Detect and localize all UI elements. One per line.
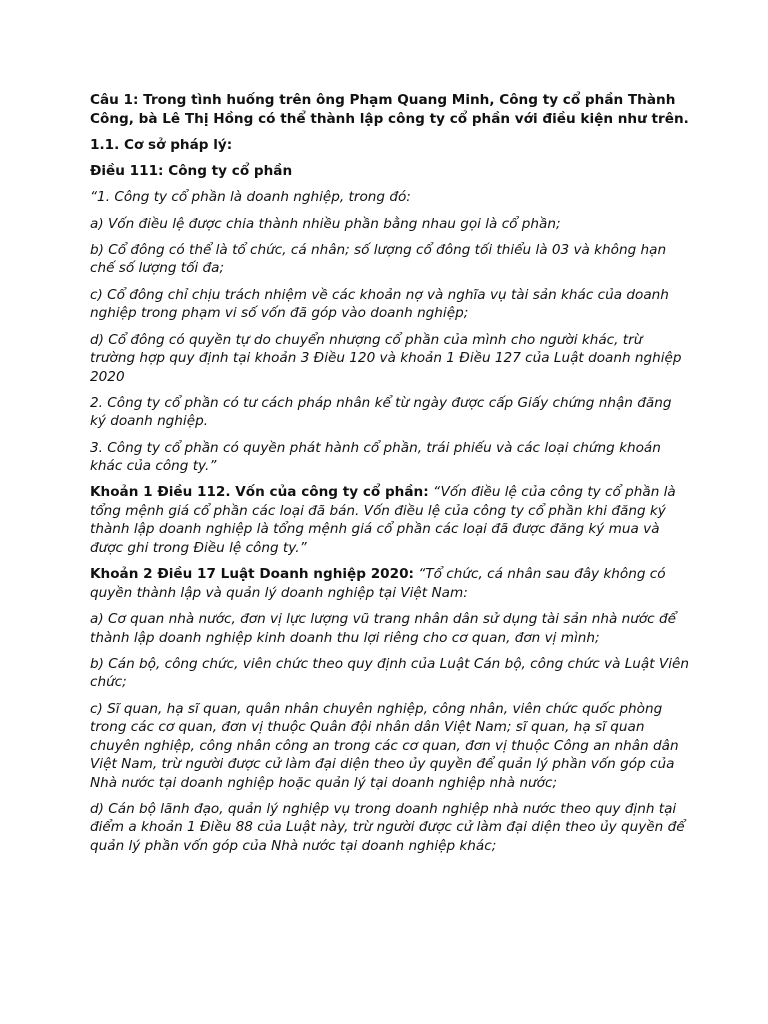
article-17-item: d) Cán bộ lãnh đạo, quản lý nghiệp vụ trong doanh nghiệp nhà nước theo quy định tại điểm a khoản 1 Điều 88 của Luật này, trừ người được cử làm đại diện theo ủy quyền để quản lý phần vốn góp của Nhà nước tại doanh nghiệp khác;: [90, 800, 685, 854]
article-112-label: Khoản 1 Điều 112. Vốn của công ty cổ phần:: [90, 484, 429, 501]
article-111-paragraph: c) Cổ đông chỉ chịu trách nhiệm về các khoản nợ và nghĩa vụ tài sản khác của doanh nghiệp trong phạm vi số vốn đã góp vào doanh nghiệp;: [90, 286, 669, 322]
article-17-text: “Tổ chức, cá nhân sau đây không có quyền thành lập và quản lý doanh nghiệp tại Việt Nam:: [90, 566, 666, 601]
article-17-item: a) Cơ quan nhà nước, đơn vị lực lượng vũ trang nhân dân sử dụng tài sản nhà nước để thành lập doanh nghiệp kinh doanh thu lợi riêng cho cơ quan, đơn vị mình;: [90, 611, 676, 646]
question-heading: Câu 1: Trong tình huống trên ông Phạm Quang Minh, Công ty cổ phần Thành Công, bà Lê Thị Hồng có thể thành lập công ty cổ phần với điều kiện như trên.: [90, 92, 689, 127]
document-page: [90, 91, 690, 863]
article-112-paragraph: [90, 483, 690, 557]
article-17-label: Khoản 2 Điều 17 Luật Doanh nghiệp 2020:: [90, 566, 414, 583]
section-heading: 1.1. Cơ sở pháp lý:: [90, 136, 233, 153]
article-111-paragraph: “1. Công ty cổ phần là doanh nghiệp, trong đó:: [90, 189, 411, 206]
article-111-paragraph: 3. Công ty cổ phần có quyền phát hành cổ phần, trái phiếu và các loại chứng khoán khác của công ty.”: [90, 439, 661, 475]
article-111-heading: Điều 111: Công ty cổ phần: [90, 163, 293, 180]
article-112-text: “Vốn điều lệ của công ty cổ phần là tổng mệnh giá cổ phần các loại đã bán. Vốn điều lệ của công ty cổ phần khi đăng ký thành lập doanh nghiệp là tổng mệnh giá cổ phần các loại đã được đăng ký mua và được ghi trong Điều lệ công ty.”: [90, 484, 676, 556]
article-17-paragraph: [90, 565, 690, 602]
article-111-paragraph: 2. Công ty cổ phần có tư cách pháp nhân kể từ ngày được cấp Giấy chứng nhận đăng ký doanh nghiệp.: [90, 394, 672, 430]
article-111-paragraph: d) Cổ đông có quyền tự do chuyển nhượng cổ phần của mình cho người khác, trừ trường hợp quy định tại khoản 3 Điều 120 và khoản 1 Điều 127 của Luật doanh nghiệp 2020: [90, 331, 682, 385]
article-111-paragraph: a) Vốn điều lệ được chia thành nhiều phần bằng nhau gọi là cổ phần;: [90, 215, 561, 232]
article-17-item: c) Sĩ quan, hạ sĩ quan, quân nhân chuyên nghiệp, công nhân, viên chức quốc phòng trong các cơ quan, đơn vị thuộc Quân đội nhân dân Việt Nam; sĩ quan, hạ sĩ quan chuyên nghiệp, công nhân công an trong các cơ quan, đơn vị thuộc Công an nhân dân Việt Nam, trừ người được cử làm đại diện theo ủy quyền để quản lý phần vốn góp của Nhà nước tại doanh nghiệp hoặc quản lý tại doanh nghiệp nhà nước;: [90, 700, 679, 791]
article-17-item: b) Cán bộ, công chức, viên chức theo quy định của Luật Cán bộ, công chức và Luật Viên chức;: [90, 655, 689, 691]
article-111-paragraph: b) Cổ đông có thể là tổ chức, cá nhân; số lượng cổ đông tối thiểu là 03 và không hạn chế số lượng tối đa;: [90, 241, 667, 277]
